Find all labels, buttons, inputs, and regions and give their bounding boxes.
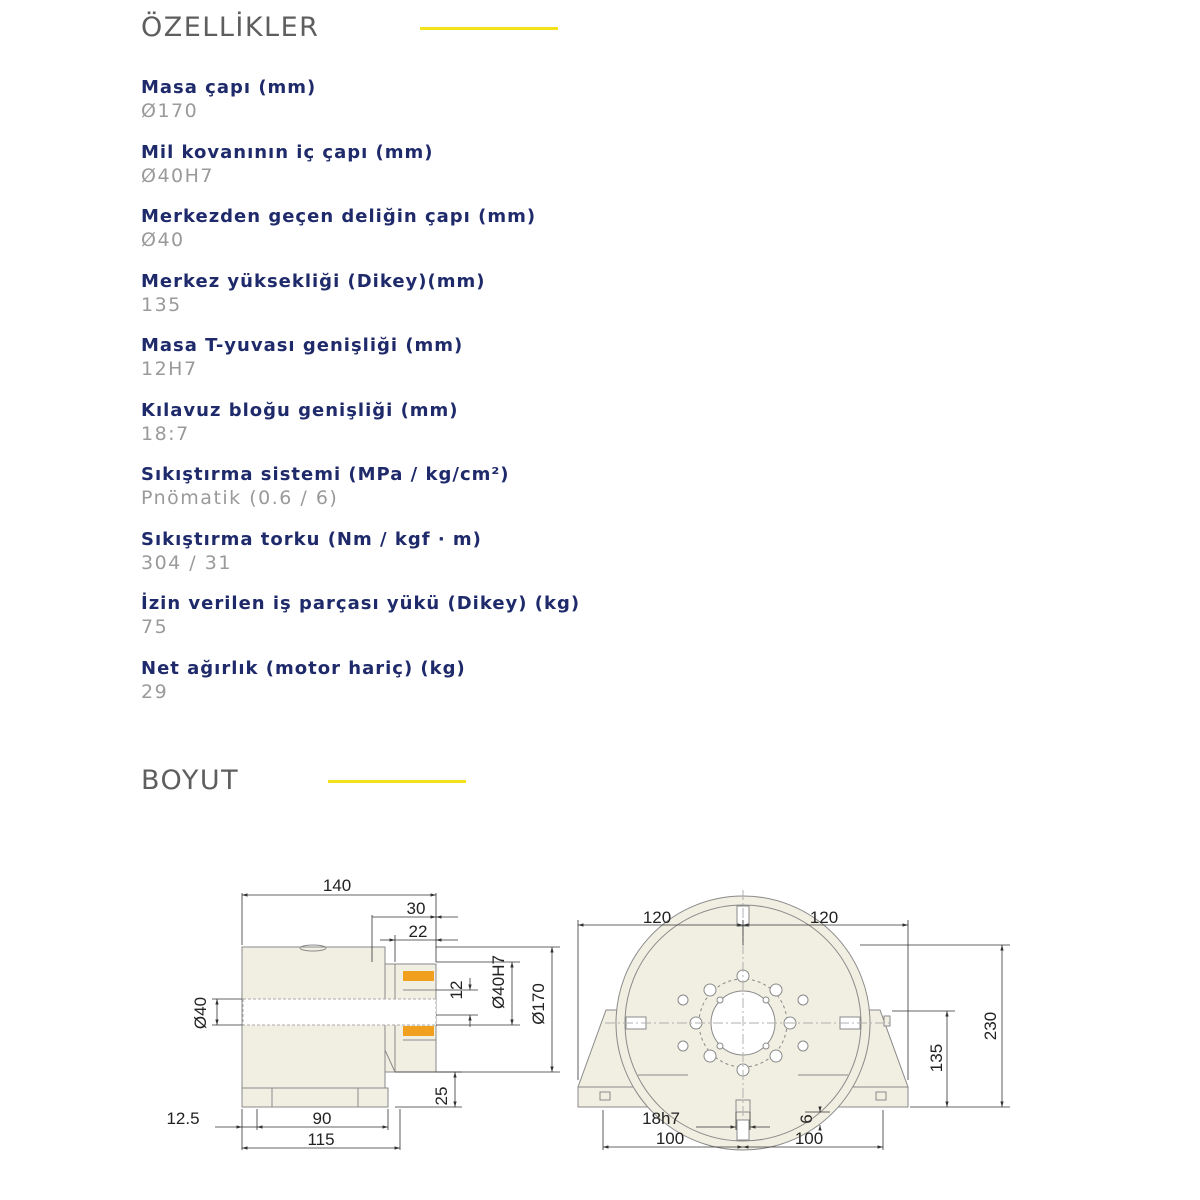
- spec-label: Mil kovanının iç çapı (mm): [141, 141, 434, 163]
- dim-base-span: 90: [312, 1109, 332, 1128]
- spec-value: 75: [141, 616, 169, 638]
- spec-value: 135: [141, 293, 182, 316]
- spec-label: Kılavuz bloğu genişliği (mm): [141, 399, 459, 421]
- dim-foot-offset: 12.5: [166, 1109, 200, 1128]
- spec-value: Ø170: [141, 100, 199, 122]
- dim-table-diameter: Ø170: [529, 983, 548, 1025]
- dim-base-half-left: 100: [655, 1129, 685, 1148]
- spec-value: Ø40H7: [141, 164, 215, 187]
- dim-bore-h7: Ø40H7: [489, 955, 508, 1009]
- dim-half-width-left: 120: [642, 908, 672, 927]
- dim-total-height: 230: [981, 1011, 1000, 1041]
- dim-center-height: 135: [927, 1043, 946, 1073]
- spec-label: Sıkıştırma sistemi (MPa / kg/cm²): [141, 464, 510, 485]
- dim-hub-width: 30: [406, 899, 426, 918]
- dimensions-title: BOYUT: [141, 765, 240, 796]
- dim-key-width: 6: [797, 1114, 816, 1124]
- dim-bore-diameter: Ø40: [191, 996, 210, 1030]
- features-title: ÖZELLİKLER: [141, 12, 320, 43]
- spec-value: 18:7: [141, 422, 190, 445]
- dim-overall-width: 140: [322, 876, 352, 895]
- spec-value: 12H7: [141, 358, 198, 380]
- spec-label: Net ağırlık (motor hariç) (kg): [141, 657, 466, 679]
- spec-label: Merkezden geçen deliğin çapı (mm): [141, 206, 537, 227]
- spec-value: 304 / 31: [141, 551, 232, 574]
- spec-label: Sıkıştırma torku (Nm / kgf · m): [141, 528, 482, 550]
- dim-foot-height: 25: [432, 1086, 451, 1106]
- dim-base-width: 115: [307, 1130, 335, 1149]
- spec-label: Merkez yüksekliği (Dikey)(mm): [141, 270, 486, 292]
- dim-half-width-right: 120: [809, 908, 839, 927]
- spec-label: İzin verilen iş parçası yükü (Dikey) (kg): [141, 593, 581, 614]
- spec-label: Masa çapı (mm): [141, 77, 317, 98]
- spec-value: Pnömatik (0.6 / 6): [141, 487, 339, 509]
- side-view: [242, 945, 436, 1107]
- dim-keyway: 12: [447, 980, 466, 1000]
- spec-value: Ø40: [141, 229, 185, 251]
- spec-label: Masa T-yuvası genişliği (mm): [141, 335, 464, 356]
- dim-base-half-right: 100: [794, 1129, 824, 1148]
- dim-guide-block: 18h7: [642, 1109, 680, 1128]
- spec-value: 29: [141, 680, 169, 703]
- dim-flange-width: 22: [408, 922, 428, 941]
